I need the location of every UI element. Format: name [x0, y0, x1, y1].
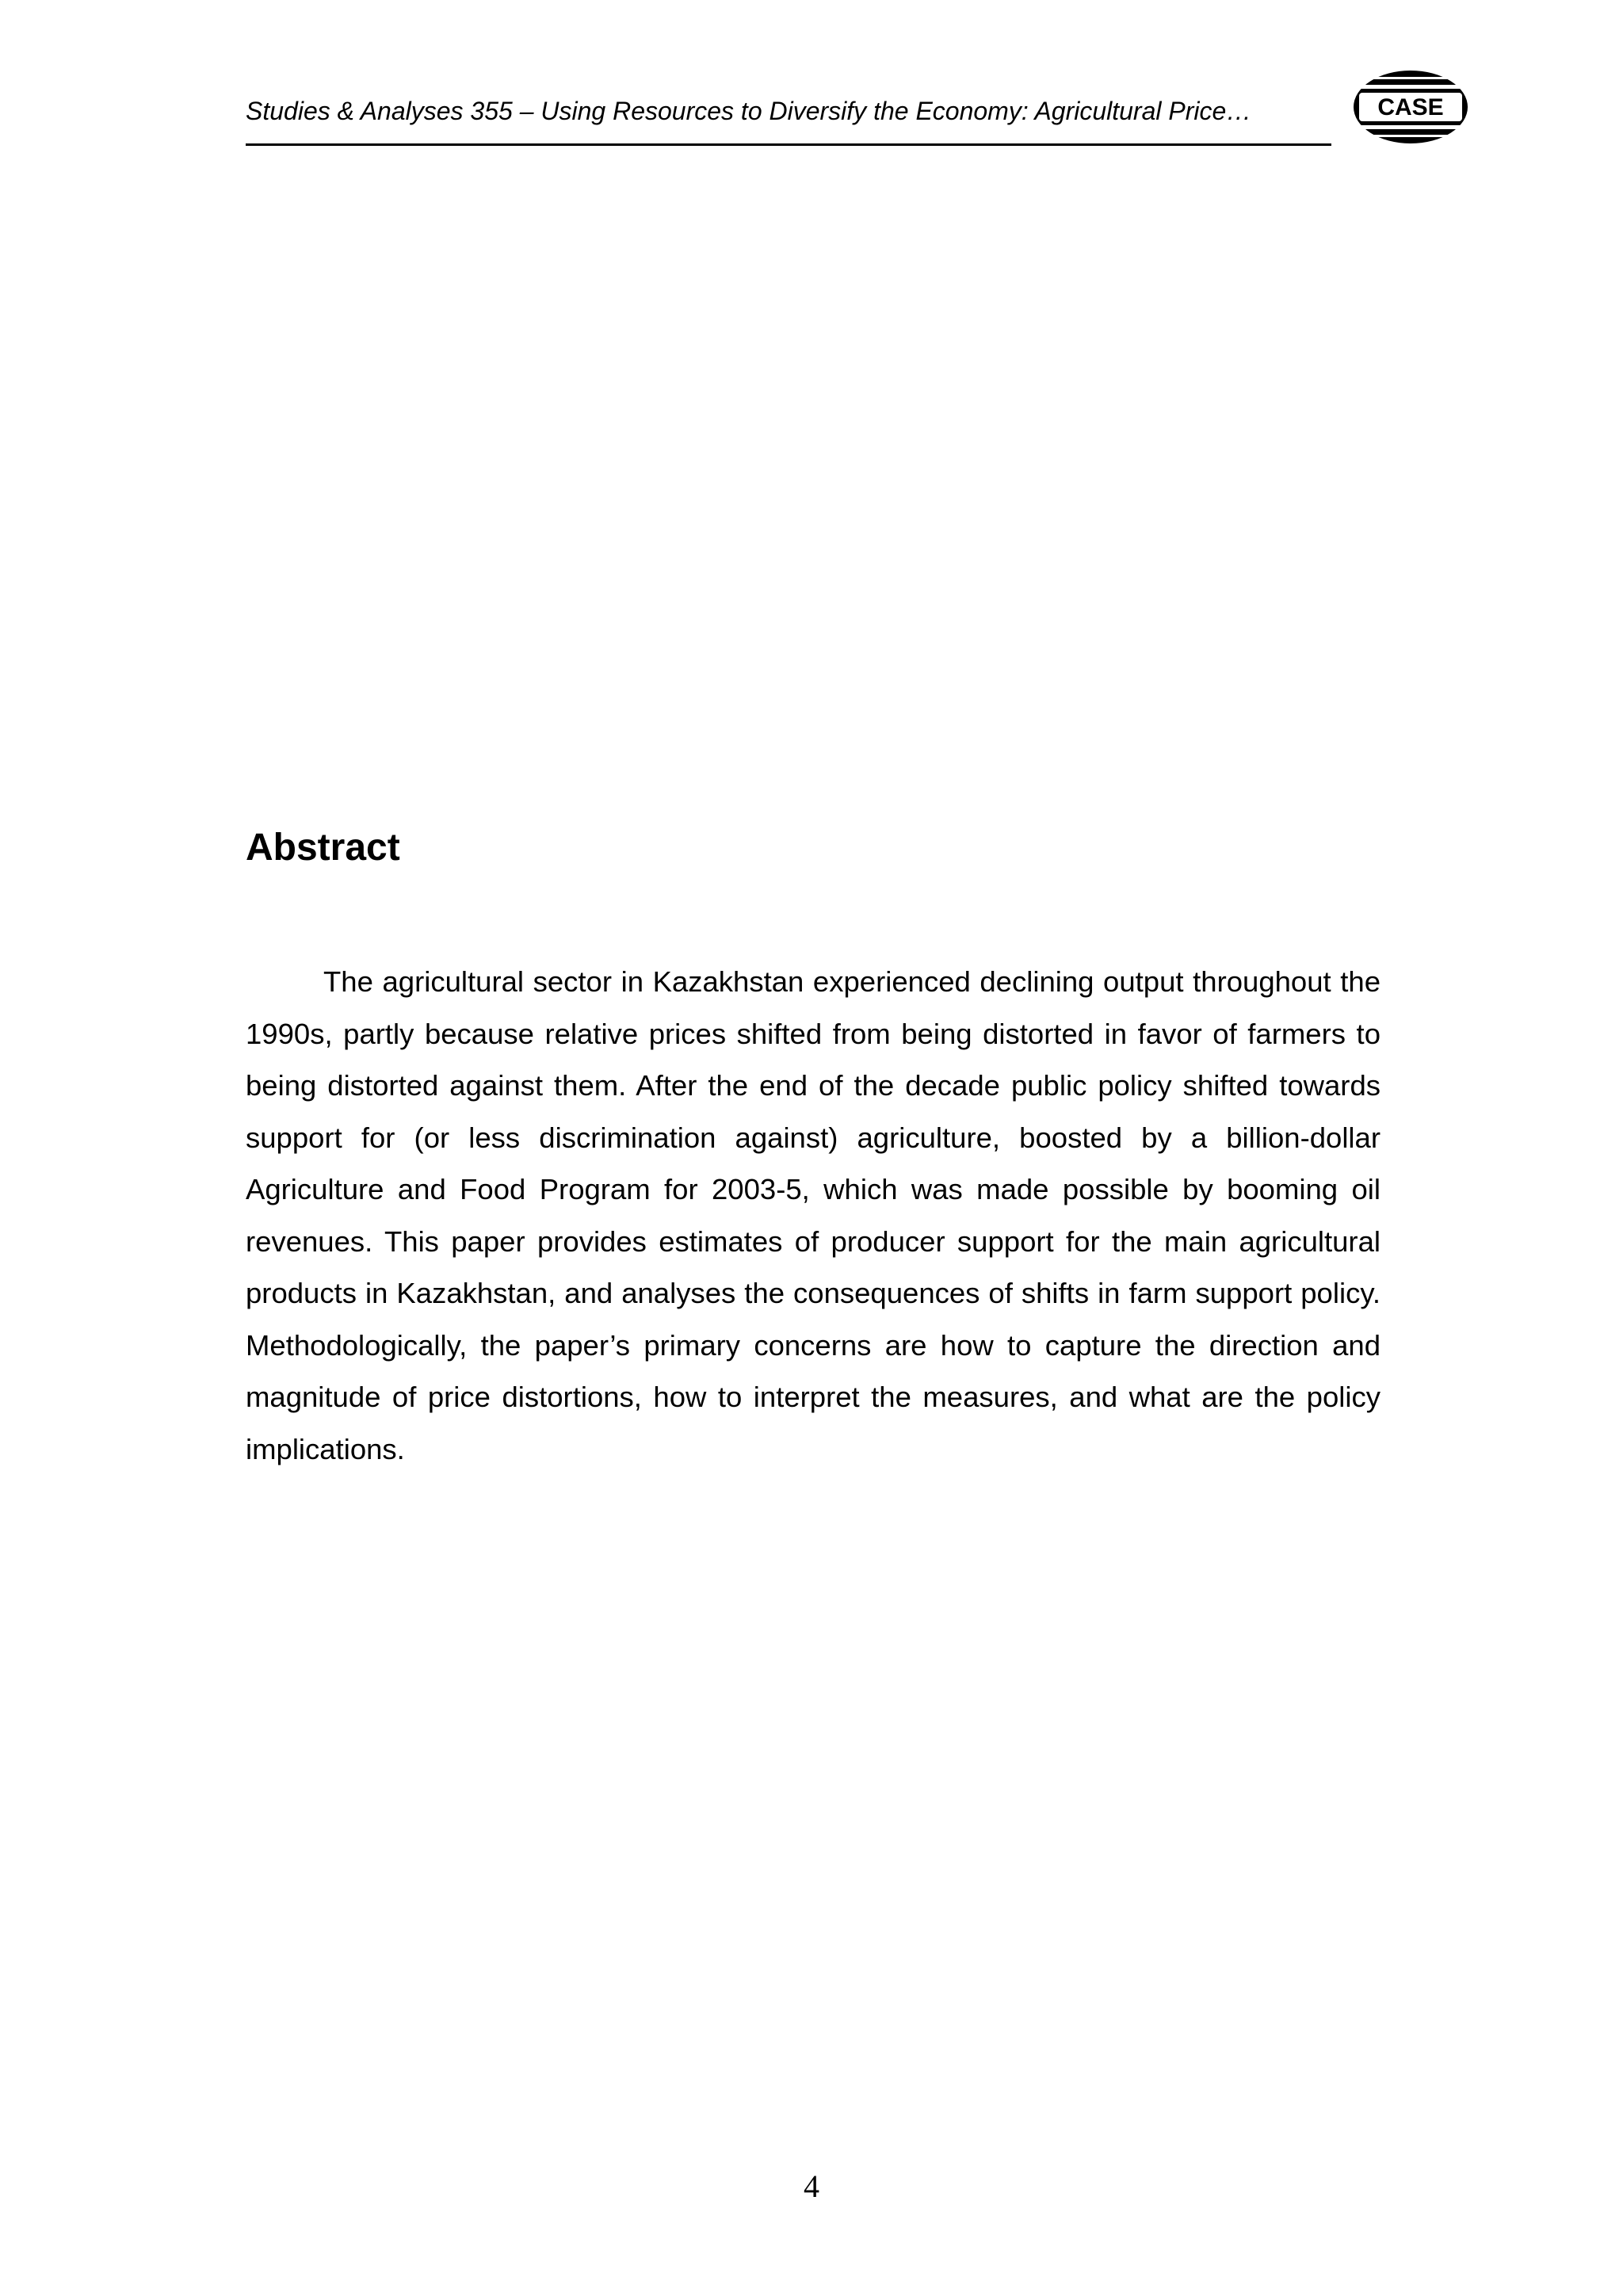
case-logo-text: CASE	[1377, 94, 1444, 120]
running-title: Studies & Analyses 355 – Using Resources to Diversify the Economy: Agricultural Price…	[246, 97, 1252, 125]
abstract-body: The agricultural sector in Kazakhstan experienced declining output throughout the 1990s, partly because relative prices shifted from being distorted in favor of farmers to being distorted against them. After the end of the decade public policy shifted towards support for (or less discrimination against) agriculture, boosted by a billion-dollar Agriculture and Food Program for 2003-5, which was made possible by booming oil revenues. This paper provides estimates of producer support for the main agricultural products in Kazakhstan, and analyses the consequences of shifts in farm support policy. Methodologically, the paper’s primary concerns are how to capture the direction and magnitude of price distortions, how to interpret the measures, and what are the policy implications.	[246, 965, 1381, 1465]
page-number: 4	[804, 2168, 819, 2204]
case-logo	[1351, 67, 1470, 147]
abstract-heading: Abstract	[246, 827, 400, 869]
page-header	[246, 89, 1331, 146]
